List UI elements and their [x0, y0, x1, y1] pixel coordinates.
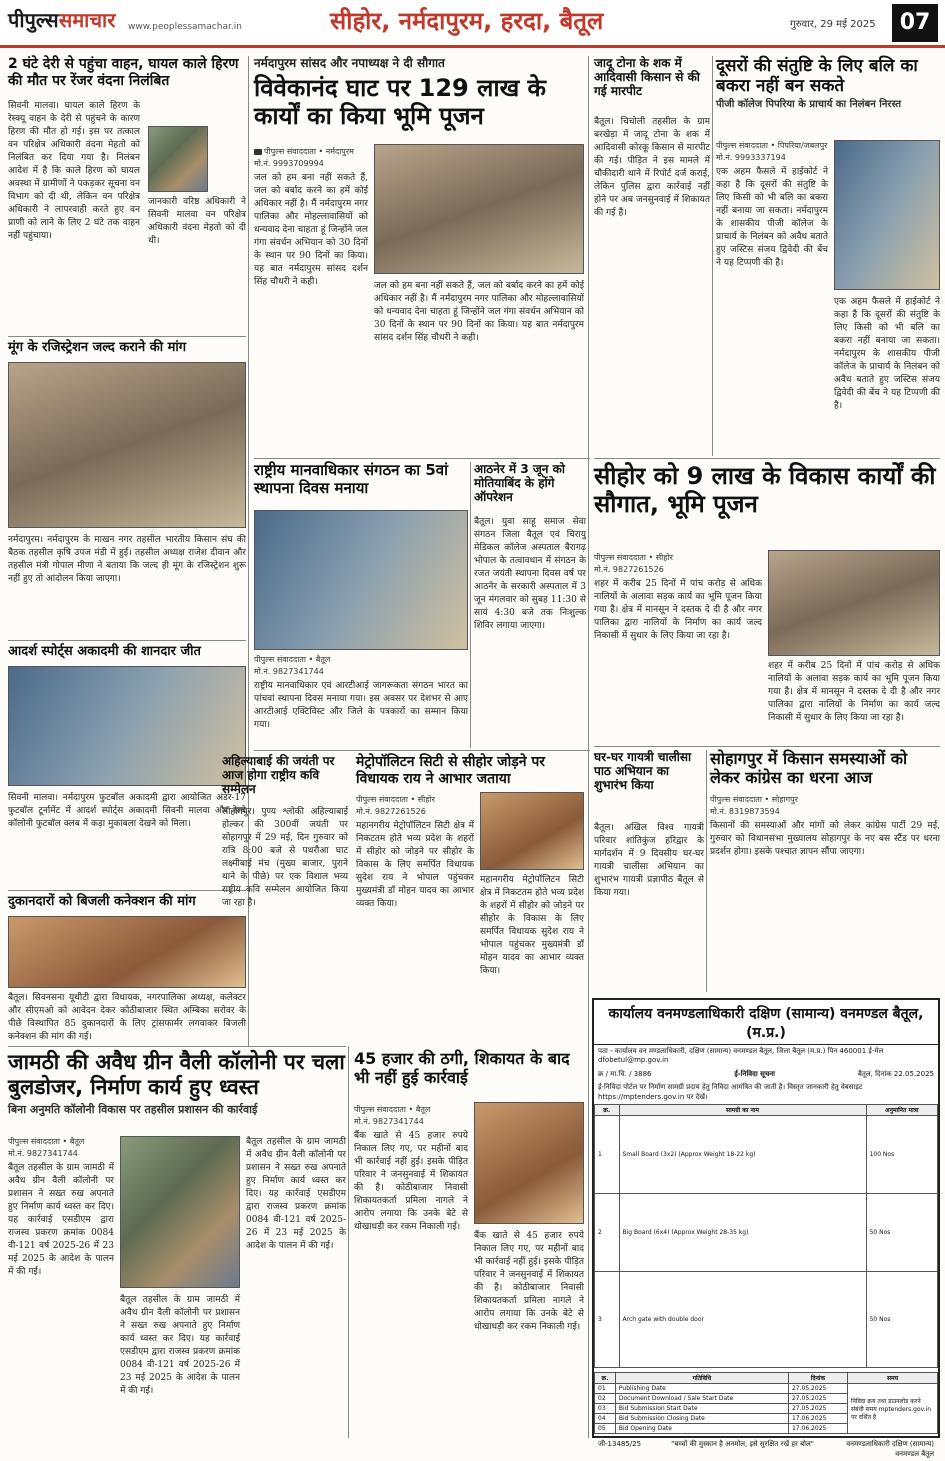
column-divider: [588, 56, 589, 1438]
headline: जामठी की अवैध ग्रीन वैली कॉलोनी पर चला बुलडोजर, निर्माण कार्य हुए ध्वस्त: [8, 1050, 345, 1099]
column-divider: [470, 462, 471, 748]
headline: अहिल्याबाई की जयंती पर आज होगा राष्ट्रीय कवि सम्मेलन: [222, 754, 335, 797]
issue-date: गुरुवार, 29 मई 2025: [790, 19, 876, 30]
headline: आठनेर में 3 जून को मोतियाबिंद के होंगे ऑपरेशन: [474, 462, 565, 505]
article-kavi: [222, 754, 350, 1044]
farmers-meeting-photo: [8, 362, 246, 528]
article-body: महानगरीय मेट्रोपॉलिटन सिटी क्षेत्र में निकटतम होते भव्य प्रदेश के शहरों में सीहोर को जोड़ने पर सीहोर के विकास के लिए समर्पित विधायक सुदेश राय ने भोपाल पहुंचकर मुख्यमंत्री डॉ मोहन यादव का आभार व्यक्त किया।: [356, 821, 474, 910]
complainant-photo: [474, 1102, 584, 1224]
article-body: शहर में करीब 25 दिनों में पांच करोड़ से अधिक नालियों के अलावा सड़क कार्य का भूमि पूजन किया गया है। क्षेत्र में मानसून ने दस्तक दे दी है और नगर पालिका द्वारा नालियों के निर्माण का कार्य जल्द निकासी में सुधार के लिए किया जा रहा है।: [594, 579, 762, 642]
article-deer-death: [8, 56, 246, 336]
byline: पीपुल्स संवाददाता • बैतूल: [8, 1137, 85, 1146]
article-cataract-camp: [474, 462, 586, 748]
headline: आदर्श स्पोर्ट्स अकादमी की शानदार जीत: [8, 644, 201, 659]
article-body: बैतूल। युवा साहू समाज सेवा संगठन जिला बैतूल एवं चिरायु मेडिकल कॉलेज अस्पताल बैरागढ़ भोपाल के तत्वावधान में संगठन के रजत जयंती स्थापना दिवस वर्ष पर आठनेर के सरकारी अस्पताल में 3 जून मंगलवार को सुबह 11:30 से सायं 4:30 बजे तक निःशुल्क शिविर लगाया जाएगा।: [474, 517, 586, 632]
headline: सोहागपुर में किसान समस्याओं को लेकर कांग्रेस का धरना आज: [710, 749, 908, 787]
headline: दुकानदारों को बिजली कनेक्शन की मांग: [8, 894, 196, 909]
headline: विवेकानंद घाट पर 129 लाख के कार्यों का किया भूमि पूजन: [254, 74, 546, 131]
table-row: 2 Big Board (6x4) (Approx Weight 28-35 kg) 50 Nos: [595, 1194, 938, 1272]
col-qty: अनुमानित मात्रा: [866, 1105, 937, 1116]
article-moong-registration: [8, 340, 246, 640]
article-body: जल को हम बना नहीं सकते हैं, जल को बर्बाद करने का हमें कोई अधिकार नहीं है। मैं नर्मदापुरम नगर पालिका और मोहल्लावासियों को धन्यवाद देना चाहता हूं जिन्होंने जल गंगा संवर्धन अभियान को 30 दिनों के स्थान पर 90 दिनों का किया। यह बात नर्मदापुरम सांसद दर्शन सिंह चौधरी ने कही।: [254, 173, 368, 288]
article-body: राष्ट्रीय मानवाधिकार एवं आरटीआई जागरूकता संगठन भारत का पांचवां स्थापना दिवस मनाया गया। इस अवसर पर देशभर से आए आरटीआई एक्टिविस्ट और जिले के पत्रकारों का सम्मान किया गया।: [254, 681, 468, 731]
headline: जादू टोना के शक में आदिवासी किसान से की गई मारपीट: [594, 56, 700, 99]
bulldozer-photo: [120, 1136, 240, 1288]
col-sno: क्र.: [595, 1105, 620, 1116]
kicker: नर्मदापुरम सांसद और नपाध्यक्ष ने दी सौगात: [254, 56, 445, 70]
article-body: बैतूल। अखिल विश्व गायत्री परिवार शांतिकुंज हरिद्वार के मार्गदर्शन में 9 दिवसीय घर-घर गायत्री चालीसा अभियान का शुभारंभ गायत्री प्रज्ञापीठ बैतूल से किया गया।: [594, 823, 704, 899]
website-url[interactable]: www.peoplessamachar.in: [128, 22, 242, 32]
table-row: 02 Document Download / Sale Start Date 27.05.2025: [595, 1394, 938, 1404]
reporter-phone: मो.नं. 8319873594: [710, 807, 780, 816]
divider: [594, 746, 940, 747]
article-body-cont: जल को हम बना नहीं सकते हैं, जल को बर्बाद करने का हमें कोई अधिकार नहीं है। मैं नर्मदापुरम नगर पालिका और मोहल्लावासियों को धन्यवाद देना चाहता हूं जिन्होंने जल गंगा संवर्धन अभियान को 30 दिनों के स्थान पर 90 दिनों का किया। यह बात नर्मदापुरम सांसद दर्शन सिंह चौधरी ने कही।: [374, 281, 584, 344]
article-body: किसानों की समस्याओं और मांगों को लेकर कांग्रेस पार्टी 29 मई, गुरुवार को विधानसभा मुख्यालय सोहागपुर के नए बस स्टैंड पर धरना प्रदर्शन होगा। इसके पश्चात ज्ञापन सौंपा जाएगा।: [710, 821, 940, 858]
byline: पीपुल्स संवाददाता • नर्मदापुरम: [254, 146, 354, 157]
divider: [8, 890, 246, 891]
tender-title: कार्यालय वनमण्डलाधिकारी दक्षिण (सामान्य) वनमण्डल बैतूल, (म.प्र.): [594, 1000, 938, 1045]
reporter-phone: मो.नं. 9827261526: [594, 565, 664, 574]
divider: [8, 640, 246, 641]
article-body: सिवनी मालवा। घायल काले हिरण के रेस्क्यू वाहन के देरी से पहुंचने के कारण हिरण की मौत हो गई। इस पर तत्काल वन परिक्षेत्र अधिकारी वंदना मेहतो को निलंबित कर दिया गया है। निलंबन आदेश में है कि काले हिरण को घायल अवस्था में ग्रामीणों ने पकड़कर सूचना वन विभाग को दी थी, लेकिन वन परिक्षेत्र अधिकारी ने लापरवाही करते हुए वन प्राणी को लाने के लिए 2 घंटे तक वाहन नहीं पहुंचाया।: [8, 101, 140, 242]
mla-meeting-photo: [480, 792, 584, 870]
divider: [8, 1046, 346, 1047]
article-high-court: [716, 56, 940, 456]
officer-photo: [148, 126, 208, 192]
headline: घर-घर गायत्री चालीसा पाठ अभियान का शुभारंभ किया: [594, 750, 692, 793]
reporter-phone: मो.नं. 9993337194: [716, 153, 786, 162]
reporter-phone: मो.नं. 9993709994: [254, 159, 324, 168]
divider: [8, 336, 246, 337]
article-sports-academy: [8, 644, 246, 890]
table-row: 05 Bid Opening Date 17.06.2025: [595, 1424, 938, 1434]
article-green-valley: [8, 1050, 346, 1438]
article-body-cont2: बैतूल तहसील के ग्राम जामठी में अवैध ग्रीन वैली कॉलोनी पर प्रशासन ने सख्त रुख अपनाते हुए निर्माण कार्य ध्वस्त कर दिए। यह कार्रवाई एसडीएम द्वारा राजस्व प्रकरण क्रमांक 0084 वी-121 वर्ष 2025-26 में 23 मई 2025 के आदेश के पालन में की गई।: [120, 1295, 240, 1397]
byline: पीपुल्स संवाददाता • पिपरिया/जबलपुर: [716, 141, 828, 150]
article-body: बैंक खाते से 45 हजार रुपये निकाल लिए गए, पर महीनों बाद भी कार्रवाई नहीं हुई। इसके पीड़ित परिवार ने जनसुनवाई में शिकायत की है। कोठीबाजार निवासी शिकायतकर्ता प्रमिला नागले ने आरोप लगाया कि उनके बेटे से धोखाधड़ी कर रकम निकाली गई।: [354, 1131, 468, 1233]
camera-icon: [254, 149, 262, 155]
column-divider: [348, 1046, 349, 1438]
ceremony-photo: [254, 510, 468, 650]
tender-ref-row: क्र / मा.चि. / 3886 ई-निविदा सूचना बैतूल, दिनांक 22.05.2025: [598, 1069, 934, 1078]
byline: पीपुल्स संवाददाता • बैतूल: [354, 1105, 431, 1114]
college-photo: [834, 140, 940, 290]
headline: 2 घंटे देरी से पहुंचा वाहन, घायल काले हिरण की मौत पर रेंजर वंदना निलंबित: [8, 56, 239, 89]
column-divider: [712, 56, 713, 456]
article-gayatri: [594, 750, 704, 992]
article-witchcraft: [594, 56, 710, 454]
col-item: सामग्री का नाम: [619, 1105, 866, 1116]
divider: [472, 458, 588, 459]
newspaper-logo: पीपुल्ससमाचार: [8, 8, 116, 32]
page-number: 07: [892, 4, 938, 42]
article-body-cont: शहर में करीब 25 दिनों में पांच करोड़ से अधिक नालियों के अलावा सड़क कार्य का भूमि पूजन किया गया है। क्षेत्र में मानसून ने दस्तक दे दी है और नगर पालिका द्वारा नालियों के निर्माण का कार्य जल्द निकासी में सुधार के लिए किया जा रहा है।: [768, 661, 940, 724]
headline: मेट्रोपॉलिटन सिटी से सीहोर जोड़ने पर विधायक राय ने आभार जताया: [356, 754, 546, 787]
article-body: एक अहम फैसले में हाईकोर्ट ने कहा है कि दूसरों की संतुष्टि के लिए किसी को भी बलि का बकरा नहीं बनाया जा सकता। नर्मदापुरम के शासकीय पीजी कॉलेज के प्राचार्य के निलंबन को अवैध बताते हुए जस्टिस संजय द्विवेदी की बेंच ने यह टिप्पणी की है।: [716, 167, 828, 269]
article-metropolitan: [356, 754, 584, 1044]
table-row: 3 Arch gate with double door 50 Nos: [595, 1272, 938, 1368]
table-row: 1 Small Board (3x2) (Approx Weight 18-22 kg) 100 Nos: [595, 1116, 938, 1194]
byline: पीपुल्स संवाददाता • बैतूल: [254, 655, 331, 664]
masthead: [0, 0, 945, 48]
bhoomi-pujan-photo: [374, 144, 584, 274]
memorandum-photo: [8, 916, 246, 988]
article-body: बैतूल। सिवनसना यूथीटी द्वारा विधायक, नगरपालिका अध्यक्ष, कलेक्टर और सीएमओ को आवेदन देकर कोठीबाजार स्थित अम्बिका सरोवर के पीछे विस्थापित 85 दुकानदारों के लिए ट्रांसफार्मर लगवाकर बिजली कनेक्शन की मांग की गई।: [8, 993, 246, 1043]
tender-schedule-table: क्र. गतिविधि दिनांक समय 01 Publishing Date 27.05.2025 निविदा क्रय तथा डाउनलोड करने संबंधी समय mptenders.gov.in पर दर्शित है 02 Document Download / Sale Start Date 27.05.2025 03 Bid Submission Start Date 27.05.2025 04 Bid Submission Closing Date 17.06.2025 05 Bid Opening Date 17.06.2025: [594, 1372, 938, 1434]
article-congress-dharna: [710, 750, 940, 992]
article-vivekanand-ghat: [254, 56, 584, 456]
reporter-phone: मो.नं. 9827261526: [356, 807, 426, 816]
divider: [594, 458, 940, 459]
reporter-phone: मो.नं. 9827341744: [354, 1117, 424, 1126]
article-fraud: [354, 1050, 584, 1438]
article-body: सोहागपुर। पुण्य श्लोकी अहिल्याबाई होल्कर की 300वीं जयंती पर सोहागपुर में 29 मई, दिन गुरुवार को रात्रि 8:00 बजे से पथरौआ घाट लक्ष्मीबाई मंच (मुख्य बाजार, पुराने थाने के पीछे) पर एक विशाल भव्य राष्ट्रीय कवि सम्मेलन आयोजित किया जा रहा है।: [222, 807, 348, 909]
article-body-cont: महानगरीय मेट्रोपॉलिटन सिटी क्षेत्र में निकटतम होते भव्य प्रदेश के शहरों में सीहोर को जोड़ने पर सीहोर के विकास के लिए समर्पित विधायक सुदेश राय ने भोपाल पहुंचकर मुख्यमंत्री डॉ मोहन यादव का आभार व्यक्त किया।: [480, 875, 584, 977]
article-body-cont: बैतूल तहसील के ग्राम जामठी में अवैध ग्रीन वैली कॉलोनी पर प्रशासन ने सख्त रुख अपनाते हुए निर्माण कार्य ध्वस्त कर दिए। यह कार्रवाई एसडीएम द्वारा राजस्व प्रकरण क्रमांक 0084 वी-121 वर्ष 2025-26 में 23 मई 2025 के आदेश के पालन में की गई।: [246, 1137, 346, 1252]
table-row: 04 Bid Submission Closing Date 17.06.2025: [595, 1414, 938, 1424]
article-body: बैतूल। चिचोली तहसील के ग्राम बरखेड़ा में जादू टोना के शक में आदिवासी कोरकू किसान से मारपीट की गई। पीड़ित ने इस मामले में चौकीदारी थाने में रिपोर्ट दर्ज कराई, लेकिन पुलिस द्वारा कार्रवाई नहीं होने पर अब जनसुनवाई में शिकायत की गई है।: [594, 117, 710, 219]
bhoomi-pujan-photo: [768, 550, 940, 656]
byline: पीपुल्स संवाददाता • सीहोर: [356, 795, 435, 804]
section-title: सीहोर, नर्मदापुरम, हरदा, बैतूल: [330, 7, 604, 35]
byline: पीपुल्स संवाददाता • सीहोर: [594, 553, 673, 562]
article-shopkeepers-electricity: [8, 894, 246, 1044]
subhead: पीजी कॉलेज पिपरिया के प्राचार्य का निलंबन निरस्त: [716, 99, 902, 111]
tender-notice: [592, 998, 940, 1458]
headline: मूंग के रजिस्ट्रेशन जल्द कराने की मांग: [8, 340, 187, 355]
reporter-phone: मो.नं. 9827341744: [8, 1149, 78, 1158]
article-body-cont: एक अहम फैसले में हाईकोर्ट ने कहा है कि दूसरों की संतुष्टि के लिए किसी को भी बलि का बकरा नहीं बनाया जा सकता। नर्मदापुरम के शासकीय पीजी कॉलेज के प्राचार्य के निलंबन को अवैध बताते हुए जस्टिस संजय द्विवेदी की बेंच ने यह टिप्पणी की है।: [834, 297, 940, 412]
tender-items-table: [594, 1104, 938, 1368]
time-note: निविदा क्रय तथा डाउनलोड करने संबंधी समय mptenders.gov.in पर दर्शित है: [848, 1384, 938, 1434]
headline: दूसरों की संतुष्टि के लिए बलि का बकरा नहीं बन सकते: [716, 56, 918, 97]
divider: [254, 750, 590, 751]
subhead: बिना अनुमति कॉलोनी विकास पर तहसील प्रशासन की कार्रवाई: [8, 1102, 258, 1116]
article-body: बैतूल तहसील के ग्राम जामठी में अवैध ग्रीन वैली कॉलोनी पर प्रशासन ने सख्त रुख अपनाते हुए निर्माण कार्य ध्वस्त कर दिए। यह कार्रवाई एसडीएम द्वारा राजस्व प्रकरण क्रमांक 0084 वी-121 वर्ष 2025-26 में 23 मई 2025 के आदेश के पालन में की गई।: [8, 1163, 114, 1278]
article-human-rights: [254, 462, 468, 748]
headline: 45 हजार की ठगी, शिकायत के बाद भी नहीं हुई कार्रवाई: [354, 1049, 570, 1087]
article-sehore-development: [594, 462, 940, 744]
article-body: नर्मदापुरम। नर्मदापुरम के माखन नगर तहसील भारतीय किसान संघ की बैठक तहसील कृषि उपज मंडी में हुई। तहसील अध्यक्ष राजेश दीवान और तहसील मंत्री गोपाल मीणा ने बताया कि जल्द ही मूंग के रजिस्ट्रेशन शुरू नहीं हुए तो आंदोलन किया जाएगा।: [8, 535, 246, 585]
byline: पीपुल्स संवाददाता • सोहागपुर: [710, 795, 798, 804]
tender-intro: ई-निविदा पोर्टल पर निर्माण सामग्री प्रदाय हेतु निविदा आमंत्रित की जाती है। विस्तृत जानकारी हेतु वेबसाइट https://mptenders.gov.in पर देखें।: [598, 1083, 863, 1101]
tender-address: पता - कार्यालय वन मण्डलाधिकारी, दक्षिण (सामान्य) वनमण्डल बैतूल, जिला बैतूल (म.प्र.) पिन 460001 ई-मेल dfobetul@mp.gov.in: [598, 1047, 884, 1065]
headline: सीहोर को 9 लाख के विकास कार्यों की सौगात, भूमि पूजन: [594, 462, 936, 519]
photo-caption: जानकारी वरिष्ठ अधिकारी ने सिवनी मालवा वन परिक्षेत्र अधिकारी वंदना मेहतो को दी थी।: [148, 197, 246, 247]
article-body-cont: बैंक खाते से 45 हजार रुपये निकाल लिए गए, पर महीनों बाद भी कार्रवाई नहीं हुई। इसके पीड़ित परिवार ने जनसुनवाई में शिकायत की है। कोठीबाजार निवासी शिकायतकर्ता प्रमिला नागले ने आरोप लगाया कि उनके बेटे से धोखाधड़ी कर रकम निकाली गई।: [474, 1231, 584, 1333]
column-divider: [706, 750, 707, 992]
table-row: 03 Bid Submission Start Date 27.05.2025: [595, 1404, 938, 1414]
tender-footer: जी-13485/25 "बच्चों की मुस्कान है अनमोल, इसे सुरक्षित रखें हर बोल" वनमण्डलाधिकारी दक्षिण (सामान्य) वनमण्डल बैतूल: [598, 1440, 934, 1458]
football-team-photo: [8, 666, 246, 786]
article-body: सिवनी मालवा। नर्मदापुरम फुटबॉल अकादमी द्वारा आयोजित अंडर-17 फुटबॉल टूर्नामेंट में आदर्श स्पोर्ट्स अकादमी सिवनी मालवा और रेल्वे कॉलोनी फुटबॉल क्लब में कड़ा मुकाबला देखने को मिला।: [8, 793, 246, 830]
headline: राष्ट्रीय मानवाधिकार संगठन का 5वां स्थापना दिवस मनाया: [254, 461, 449, 497]
table-row: 01 Publishing Date 27.05.2025 निविदा क्रय तथा डाउनलोड करने संबंधी समय mptenders.gov.in पर दर्शित है: [595, 1384, 938, 1394]
reporter-phone: मो.नं. 9827341744: [254, 667, 324, 676]
